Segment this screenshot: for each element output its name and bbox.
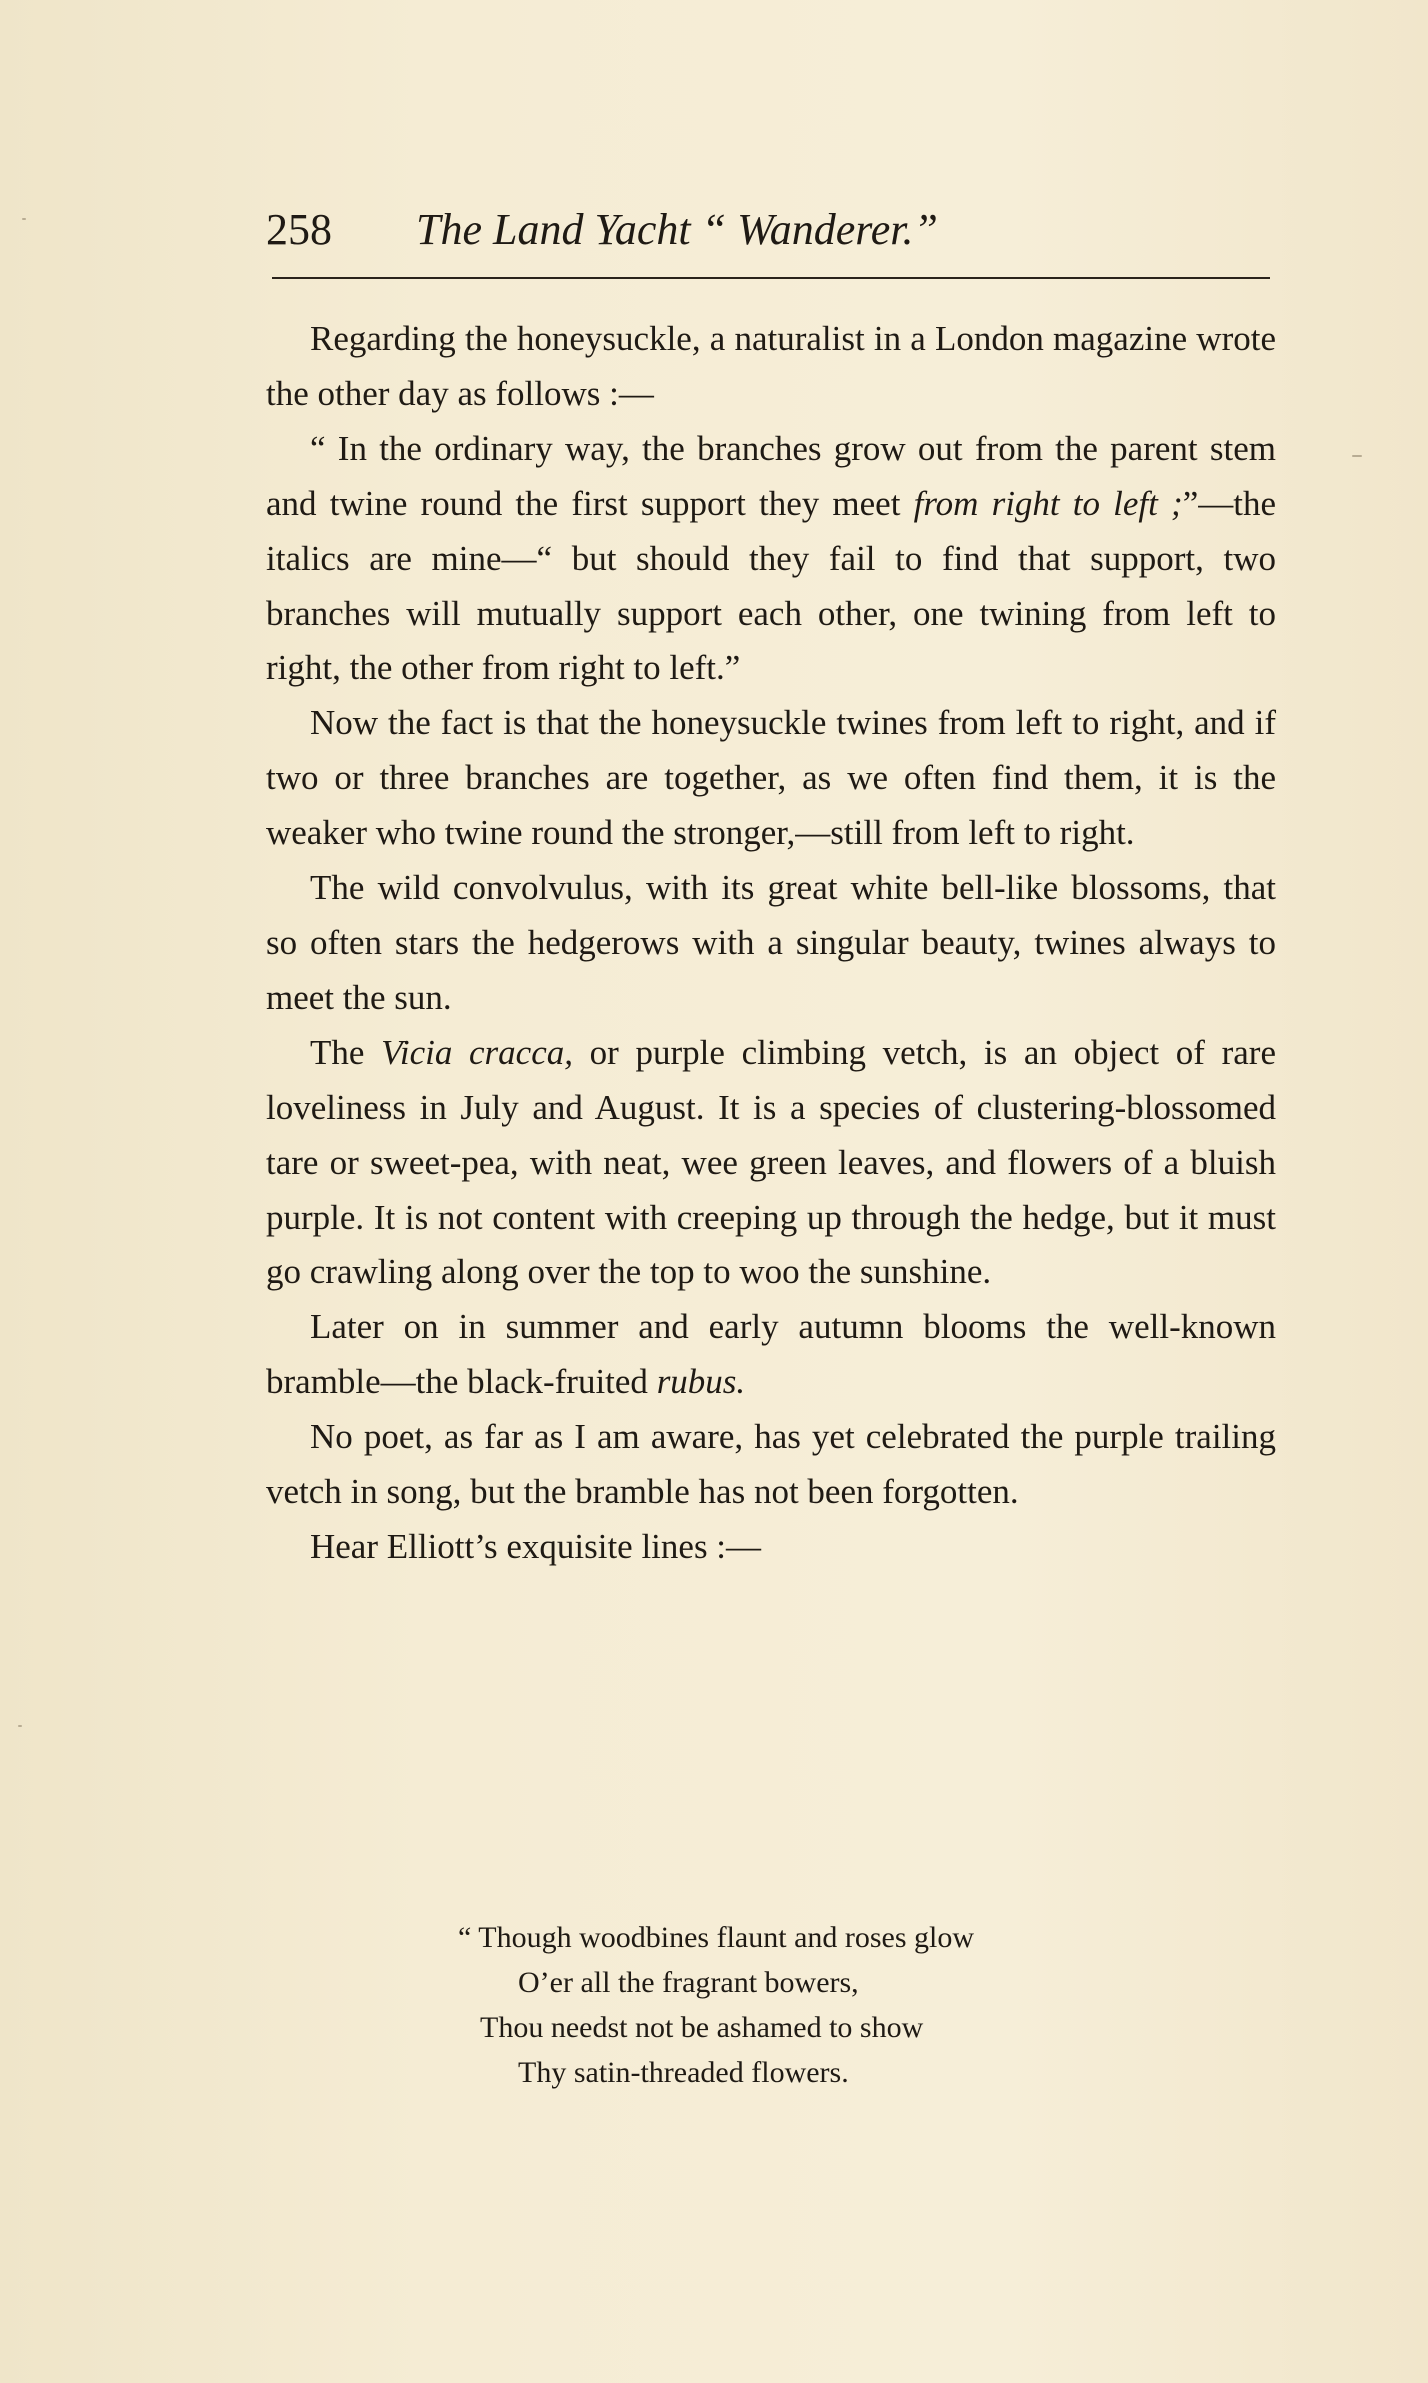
poem-line: Thy satin-threaded flowers. — [518, 2056, 849, 2089]
body-text — [266, 312, 1276, 1575]
paragraph-honeysuckle-intro: Regarding the honeysuckle, a naturalist in a London magazine wrote the other day as follows :— — [266, 319, 1276, 413]
italic-rubus: rubus. — [656, 1362, 746, 1402]
page-number: 258 — [266, 205, 332, 254]
paper-speck — [18, 1725, 22, 1727]
paragraph-vicia-cracca: The Vicia cracca, or purple climbing vetch, is an object of rare loveliness in July and August. It is a species of clustering-blossomed tare or sweet-pea, with neat, wee green leaves, and flowers of a bluish purple. It is not content with creeping up through the hedge, but it must go crawling along over the top to woo the sunshine. — [266, 1032, 1277, 1292]
poem-line: O’er all the fragrant bowers, — [518, 1966, 859, 1999]
running-head — [266, 200, 1271, 260]
poem-line: “ Though woodbines flaunt and roses glow — [458, 1921, 975, 1954]
paragraph-poet: No poet, as far as I am aware, has yet celebrated the purple trailing vetch in song, but the bramble has not been forgotten. — [266, 1417, 1276, 1512]
italic-species-name: Vicia cracca, — [381, 1032, 574, 1072]
poem-excerpt — [458, 1915, 1158, 2095]
poem-line: Thou needst not be ashamed to show — [480, 2011, 924, 2044]
paragraph-convolvulus: The wild convolvulus, with its great white bell-like blossoms, that so often stars the hedgerows with a singular beauty, twines always to meet the sun. — [266, 868, 1276, 1017]
paragraph-elliott-intro: Hear Elliott’s exquisite lines :— — [310, 1526, 762, 1566]
paragraph-bramble: Later on in summer and early autumn blooms the well-known bramble—the black-fruited rubus. — [266, 1307, 1276, 1402]
paper-speck — [1352, 455, 1362, 457]
italic-phrase: from right to left ; — [913, 483, 1183, 523]
running-title: The Land Yacht “ Wanderer.” — [416, 205, 939, 254]
header-rule — [272, 277, 1270, 279]
paragraph-naturalist-quote: “ In the ordinary way, the branches grow out from the parent stem and twine round the first support they meet from right to left ;”—the italics are mine—“ but should they fail to find that support, two branches will mutually support each other, one twining from left to right, the other from right to left.” — [266, 428, 1276, 688]
paragraph-honeysuckle-fact: Now the fact is that the honeysuckle twines from left to right, and if two or three branches are together, as we often find them, it is the weaker who twine round the stronger,—still from left to right. — [266, 703, 1276, 853]
paper-speck — [22, 218, 26, 220]
